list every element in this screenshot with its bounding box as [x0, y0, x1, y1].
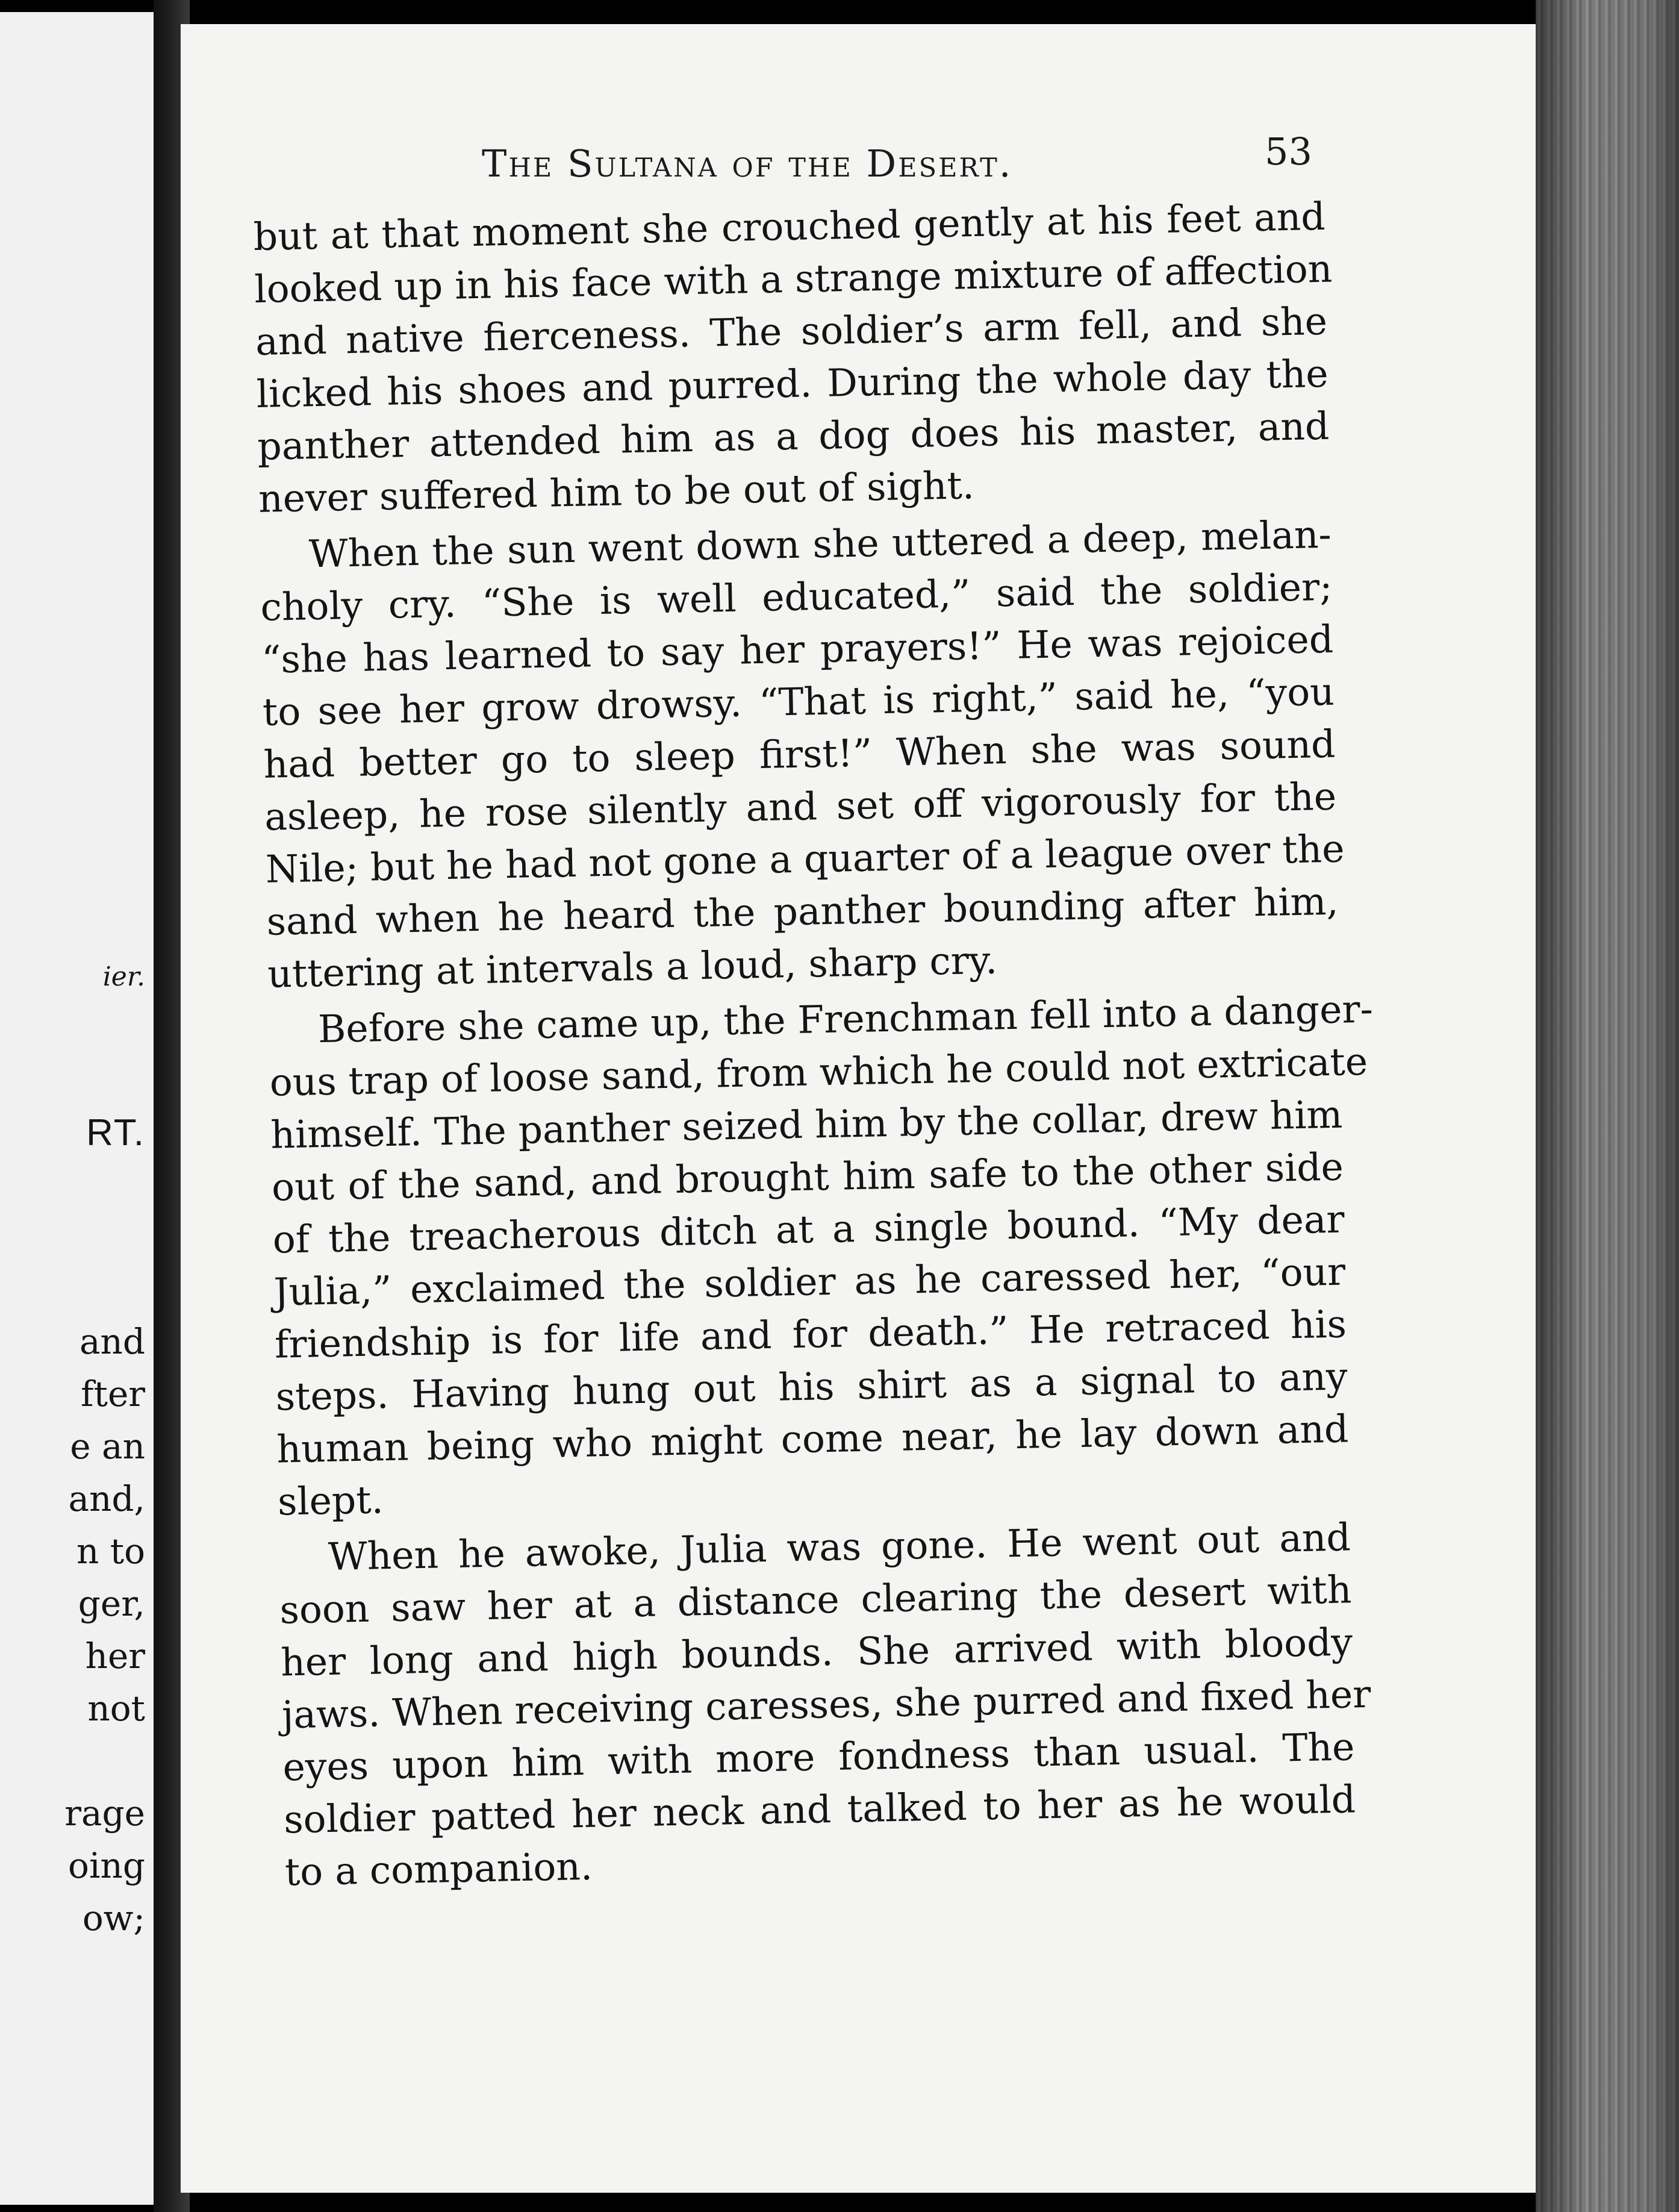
text-line: out of the sand, and brought him safe to the other side	[271, 1145, 1344, 1210]
text-line: asleep, he rose silently and set off vigorously for the	[264, 774, 1337, 839]
left-fragment: ger,	[78, 1583, 145, 1624]
left-page-fragment	[0, 12, 157, 2205]
left-fragment: fter	[81, 1373, 145, 1414]
left-fragment: rage	[64, 1793, 145, 1834]
text-line: panther attended him as a dog does his master, and	[257, 404, 1330, 469]
text-line: Before she came up, the Frenchman fell into a danger-	[317, 987, 1374, 1052]
text-line: friendship is for life and for death.” He retraced his	[274, 1302, 1347, 1367]
page-edges-shadow	[1536, 0, 1679, 2212]
left-fragment: and	[79, 1321, 145, 1362]
page-body-text	[253, 190, 1374, 1899]
text-line: sand when he heard the panther bounding after him,	[266, 879, 1339, 944]
left-fragment: not	[87, 1688, 145, 1729]
left-fragment: ier.	[102, 961, 145, 992]
left-fragment: her	[85, 1636, 145, 1676]
text-line: had better go to sleep first!” When she was sound	[263, 722, 1336, 787]
left-fragment: and,	[68, 1478, 145, 1519]
left-fragment: ow;	[82, 1898, 145, 1939]
text-line: slept.	[277, 1478, 384, 1524]
text-line: to see her grow drowsy. “That is right,” said he, “you	[262, 669, 1335, 734]
text-line: ous trap of loose sand, from which he could not extricate	[269, 1039, 1368, 1105]
text-line: When he awoke, Julia was gone. He went out and	[328, 1515, 1351, 1579]
text-line: her long and high bounds. She arrived with bloody	[280, 1620, 1353, 1685]
left-fragment: RT.	[86, 1112, 145, 1154]
right-page	[181, 24, 1536, 2193]
text-line: but at that moment she crouched gently at his feet and	[253, 194, 1326, 259]
text-line: Julia,” exclaimed the soldier as he caressed her, “our	[273, 1249, 1346, 1314]
text-line: himself. The panther seized him by the collar, drew him	[270, 1092, 1343, 1157]
text-line: “she has learned to say her prayers!” He was rejoiced	[261, 617, 1334, 682]
text-line: uttering at intervals a loud, sharp cry.	[267, 938, 998, 996]
text-line: human being who might come near, he lay down and	[276, 1407, 1349, 1472]
text-line: Nile; but he had not gone a quarter of a league over the	[265, 826, 1345, 892]
text-line: jaws. When receiving caresses, she purred and fixed her	[281, 1672, 1371, 1737]
text-line: looked up in his face with a strange mixture of affection	[254, 246, 1333, 311]
text-line: eyes upon him with more fondness than usual. The	[282, 1725, 1355, 1790]
page-number: 53	[1265, 130, 1312, 173]
text-line: soldier patted her neck and talked to her as he would	[283, 1777, 1356, 1842]
text-line: When the sun went down she uttered a deep, melan-	[308, 512, 1332, 576]
left-fragment: n to	[76, 1531, 145, 1572]
text-line: of the treacherous ditch at a single bound. “My dear	[272, 1197, 1345, 1262]
left-fragment: e an	[70, 1426, 145, 1467]
text-line: to a companion.	[284, 1844, 593, 1895]
text-line: never suffered him to be out of sight.	[258, 463, 975, 521]
text-line: licked his shoes and purred. During the whole day the	[256, 351, 1329, 416]
left-fragment: oing	[68, 1845, 145, 1886]
running-head: The Sultana of the Desert.	[482, 142, 1013, 186]
text-line: and native fierceness. The soldier’s arm fell, and she	[255, 299, 1328, 364]
text-line: steps. Having hung out his shirt as a signal to any	[275, 1354, 1348, 1419]
text-line: choly cry. “She is well educated,” said the soldier;	[260, 564, 1333, 630]
text-line: soon saw her at a distance clearing the desert with	[279, 1567, 1352, 1632]
